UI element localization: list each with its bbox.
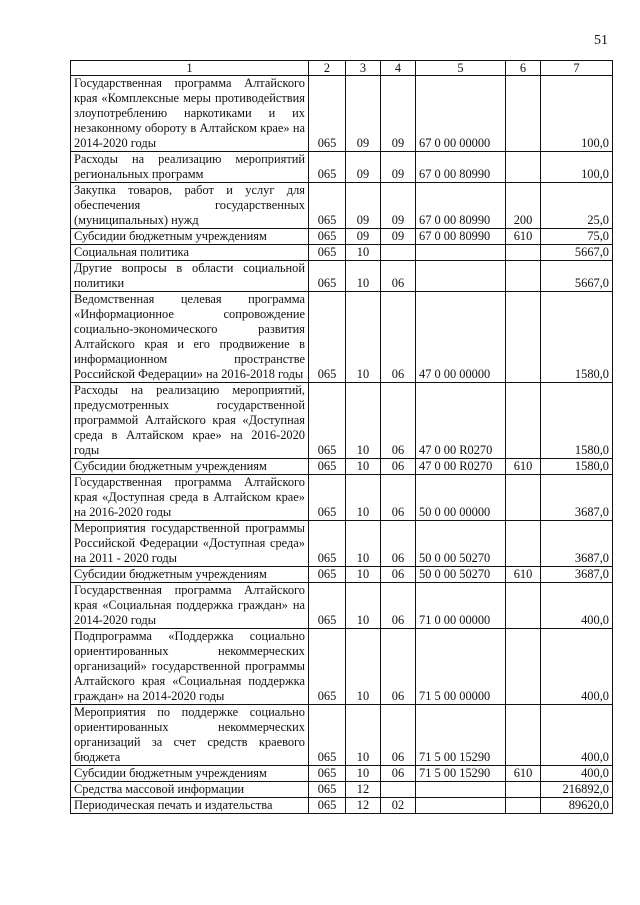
row-amount-cell: 1580,0: [541, 459, 613, 475]
row-subsection-cell: 06: [381, 475, 416, 521]
row-subsection-cell: 06: [381, 292, 416, 383]
row-section-cell: 10: [346, 567, 381, 583]
row-expense-type-cell: 610: [506, 766, 541, 782]
row-amount-cell: 3687,0: [541, 567, 613, 583]
header-col-4: 4: [381, 61, 416, 76]
row-section-cell: 10: [346, 261, 381, 292]
row-name-cell: Средства массовой информации: [71, 782, 309, 798]
row-amount-cell: 400,0: [541, 583, 613, 629]
row-target-code-cell: 67 0 00 80990: [416, 152, 506, 183]
row-amount-cell: 100,0: [541, 76, 613, 152]
row-grbs-cell: 065: [309, 521, 346, 567]
row-expense-type-cell: [506, 583, 541, 629]
row-expense-type-cell: [506, 629, 541, 705]
row-expense-type-cell: [506, 76, 541, 152]
row-subsection-cell: 09: [381, 76, 416, 152]
row-name-cell: Субсидии бюджетным учреждениям: [71, 567, 309, 583]
row-section-cell: 10: [346, 459, 381, 475]
table-row: [71, 782, 613, 798]
row-expense-type-cell: 610: [506, 229, 541, 245]
page-number: 51: [594, 33, 608, 48]
row-target-code-cell: [416, 798, 506, 814]
row-target-code-cell: 50 0 00 50270: [416, 521, 506, 567]
row-section-cell: 09: [346, 76, 381, 152]
row-name-cell: Подпрограмма «Поддержка социально ориентированных некоммерческих организаций» государственной программы Алтайского края «Социальная поддержка граждан» на 2014-2020 годы: [71, 629, 309, 705]
row-name-cell: Закупка товаров, работ и услуг для обеспечения государственных (муниципальных) нужд: [71, 183, 309, 229]
row-subsection-cell: 06: [381, 629, 416, 705]
row-grbs-cell: 065: [309, 782, 346, 798]
row-grbs-cell: 065: [309, 383, 346, 459]
row-expense-type-cell: 610: [506, 567, 541, 583]
row-expense-type-cell: 610: [506, 459, 541, 475]
table-row: [71, 798, 613, 814]
table-header: [71, 61, 613, 76]
row-target-code-cell: 67 0 00 00000: [416, 76, 506, 152]
row-grbs-cell: 065: [309, 261, 346, 292]
row-grbs-cell: 065: [309, 583, 346, 629]
table-row: [71, 459, 613, 475]
table-row: [71, 521, 613, 567]
row-amount-cell: 25,0: [541, 183, 613, 229]
row-grbs-cell: 065: [309, 292, 346, 383]
row-subsection-cell: 06: [381, 705, 416, 766]
table-row: [71, 292, 613, 383]
row-target-code-cell: 50 0 00 00000: [416, 475, 506, 521]
row-target-code-cell: 67 0 00 80990: [416, 229, 506, 245]
row-subsection-cell: [381, 245, 416, 261]
row-grbs-cell: 065: [309, 245, 346, 261]
row-subsection-cell: 06: [381, 261, 416, 292]
row-amount-cell: 400,0: [541, 629, 613, 705]
table-row: [71, 261, 613, 292]
header-col-6: 6: [506, 61, 541, 76]
row-subsection-cell: 06: [381, 766, 416, 782]
table-row: [71, 567, 613, 583]
row-expense-type-cell: [506, 475, 541, 521]
table-row: [71, 245, 613, 261]
row-section-cell: 12: [346, 782, 381, 798]
row-amount-cell: 5667,0: [541, 245, 613, 261]
row-target-code-cell: 71 5 00 15290: [416, 766, 506, 782]
row-name-cell: Государственная программа Алтайского края «Комплексные меры противодействия злоупотреблению наркотиками и их незаконному обороту в Алтайском крае» на 2014-2020 годы: [71, 76, 309, 152]
row-expense-type-cell: [506, 261, 541, 292]
row-expense-type-cell: [506, 152, 541, 183]
row-expense-type-cell: [506, 245, 541, 261]
budget-table: [70, 60, 613, 814]
row-section-cell: 10: [346, 245, 381, 261]
row-subsection-cell: 06: [381, 583, 416, 629]
row-target-code-cell: 47 0 00 00000: [416, 292, 506, 383]
row-target-code-cell: 47 0 00 R0270: [416, 383, 506, 459]
header-col-3: 3: [346, 61, 381, 76]
row-target-code-cell: 47 0 00 R0270: [416, 459, 506, 475]
row-grbs-cell: 065: [309, 76, 346, 152]
row-amount-cell: 89620,0: [541, 798, 613, 814]
table-row: [71, 383, 613, 459]
table-body: [71, 76, 613, 814]
row-grbs-cell: 065: [309, 705, 346, 766]
row-name-cell: Субсидии бюджетным учреждениям: [71, 459, 309, 475]
row-grbs-cell: 065: [309, 229, 346, 245]
row-amount-cell: 1580,0: [541, 292, 613, 383]
row-name-cell: Другие вопросы в области социальной политики: [71, 261, 309, 292]
row-grbs-cell: 065: [309, 459, 346, 475]
row-target-code-cell: [416, 245, 506, 261]
row-section-cell: 10: [346, 475, 381, 521]
row-name-cell: Субсидии бюджетным учреждениям: [71, 229, 309, 245]
row-target-code-cell: 71 5 00 00000: [416, 629, 506, 705]
row-name-cell: Социальная политика: [71, 245, 309, 261]
row-section-cell: 09: [346, 152, 381, 183]
row-name-cell: Государственная программа Алтайского края «Доступная среда в Алтайском крае» на 2016-2020 годы: [71, 475, 309, 521]
row-subsection-cell: 06: [381, 459, 416, 475]
row-expense-type-cell: [506, 521, 541, 567]
row-subsection-cell: 06: [381, 521, 416, 567]
table-row: [71, 152, 613, 183]
table-row: [71, 229, 613, 245]
row-grbs-cell: 065: [309, 183, 346, 229]
row-name-cell: Ведомственная целевая программа «Информационное сопровождение социально-экономического развития Алтайского края и его продвижение в информационном пространстве Российской Федерации» на 2016-2018 годы: [71, 292, 309, 383]
header-col-5: 5: [416, 61, 506, 76]
row-target-code-cell: 71 5 00 15290: [416, 705, 506, 766]
row-target-code-cell: 71 0 00 00000: [416, 583, 506, 629]
header-col-2: 2: [309, 61, 346, 76]
row-grbs-cell: 065: [309, 798, 346, 814]
row-section-cell: 10: [346, 705, 381, 766]
row-grbs-cell: 065: [309, 567, 346, 583]
row-amount-cell: 400,0: [541, 766, 613, 782]
header-col-7: 7: [541, 61, 613, 76]
row-section-cell: 10: [346, 766, 381, 782]
row-subsection-cell: 06: [381, 383, 416, 459]
row-target-code-cell: [416, 782, 506, 798]
row-expense-type-cell: 200: [506, 183, 541, 229]
row-amount-cell: 1580,0: [541, 383, 613, 459]
row-section-cell: 10: [346, 583, 381, 629]
table-row: [71, 629, 613, 705]
row-target-code-cell: [416, 261, 506, 292]
row-section-cell: 09: [346, 183, 381, 229]
row-name-cell: Расходы на реализацию мероприятий, предусмотренных государственной программой Алтайского края «Доступная среда в Алтайском крае» на 2016-2020 годы: [71, 383, 309, 459]
row-section-cell: 10: [346, 383, 381, 459]
row-amount-cell: 75,0: [541, 229, 613, 245]
row-name-cell: Расходы на реализацию мероприятий региональных программ: [71, 152, 309, 183]
row-amount-cell: 400,0: [541, 705, 613, 766]
row-name-cell: Мероприятия по поддержке социально ориентированных некоммерческих организаций за счет средств краевого бюджета: [71, 705, 309, 766]
row-amount-cell: 3687,0: [541, 475, 613, 521]
header-col-1: 1: [71, 61, 309, 76]
header-row: [71, 61, 613, 76]
table-row: [71, 705, 613, 766]
row-name-cell: Государственная программа Алтайского края «Социальная поддержка граждан» на 2014-2020 годы: [71, 583, 309, 629]
row-amount-cell: 216892,0: [541, 782, 613, 798]
row-grbs-cell: 065: [309, 766, 346, 782]
table-row: [71, 76, 613, 152]
row-amount-cell: 100,0: [541, 152, 613, 183]
row-subsection-cell: 02: [381, 798, 416, 814]
row-subsection-cell: 09: [381, 183, 416, 229]
row-subsection-cell: 09: [381, 229, 416, 245]
row-subsection-cell: 09: [381, 152, 416, 183]
row-amount-cell: 3687,0: [541, 521, 613, 567]
row-grbs-cell: 065: [309, 475, 346, 521]
row-name-cell: Периодическая печать и издательства: [71, 798, 309, 814]
row-grbs-cell: 065: [309, 152, 346, 183]
row-subsection-cell: 06: [381, 567, 416, 583]
row-name-cell: Субсидии бюджетным учреждениям: [71, 766, 309, 782]
table-row: [71, 475, 613, 521]
row-name-cell: Мероприятия государственной программы Российской Федерации «Доступная среда» на 2011 - 2020 годы: [71, 521, 309, 567]
row-expense-type-cell: [506, 383, 541, 459]
row-section-cell: 10: [346, 629, 381, 705]
table-row: [71, 183, 613, 229]
row-grbs-cell: 065: [309, 629, 346, 705]
row-expense-type-cell: [506, 705, 541, 766]
row-amount-cell: 5667,0: [541, 261, 613, 292]
row-expense-type-cell: [506, 782, 541, 798]
table-row: [71, 766, 613, 782]
row-section-cell: 09: [346, 229, 381, 245]
row-subsection-cell: [381, 782, 416, 798]
row-target-code-cell: 50 0 00 50270: [416, 567, 506, 583]
table-row: [71, 583, 613, 629]
row-section-cell: 12: [346, 798, 381, 814]
row-target-code-cell: 67 0 00 80990: [416, 183, 506, 229]
row-expense-type-cell: [506, 798, 541, 814]
row-expense-type-cell: [506, 292, 541, 383]
row-section-cell: 10: [346, 292, 381, 383]
row-section-cell: 10: [346, 521, 381, 567]
